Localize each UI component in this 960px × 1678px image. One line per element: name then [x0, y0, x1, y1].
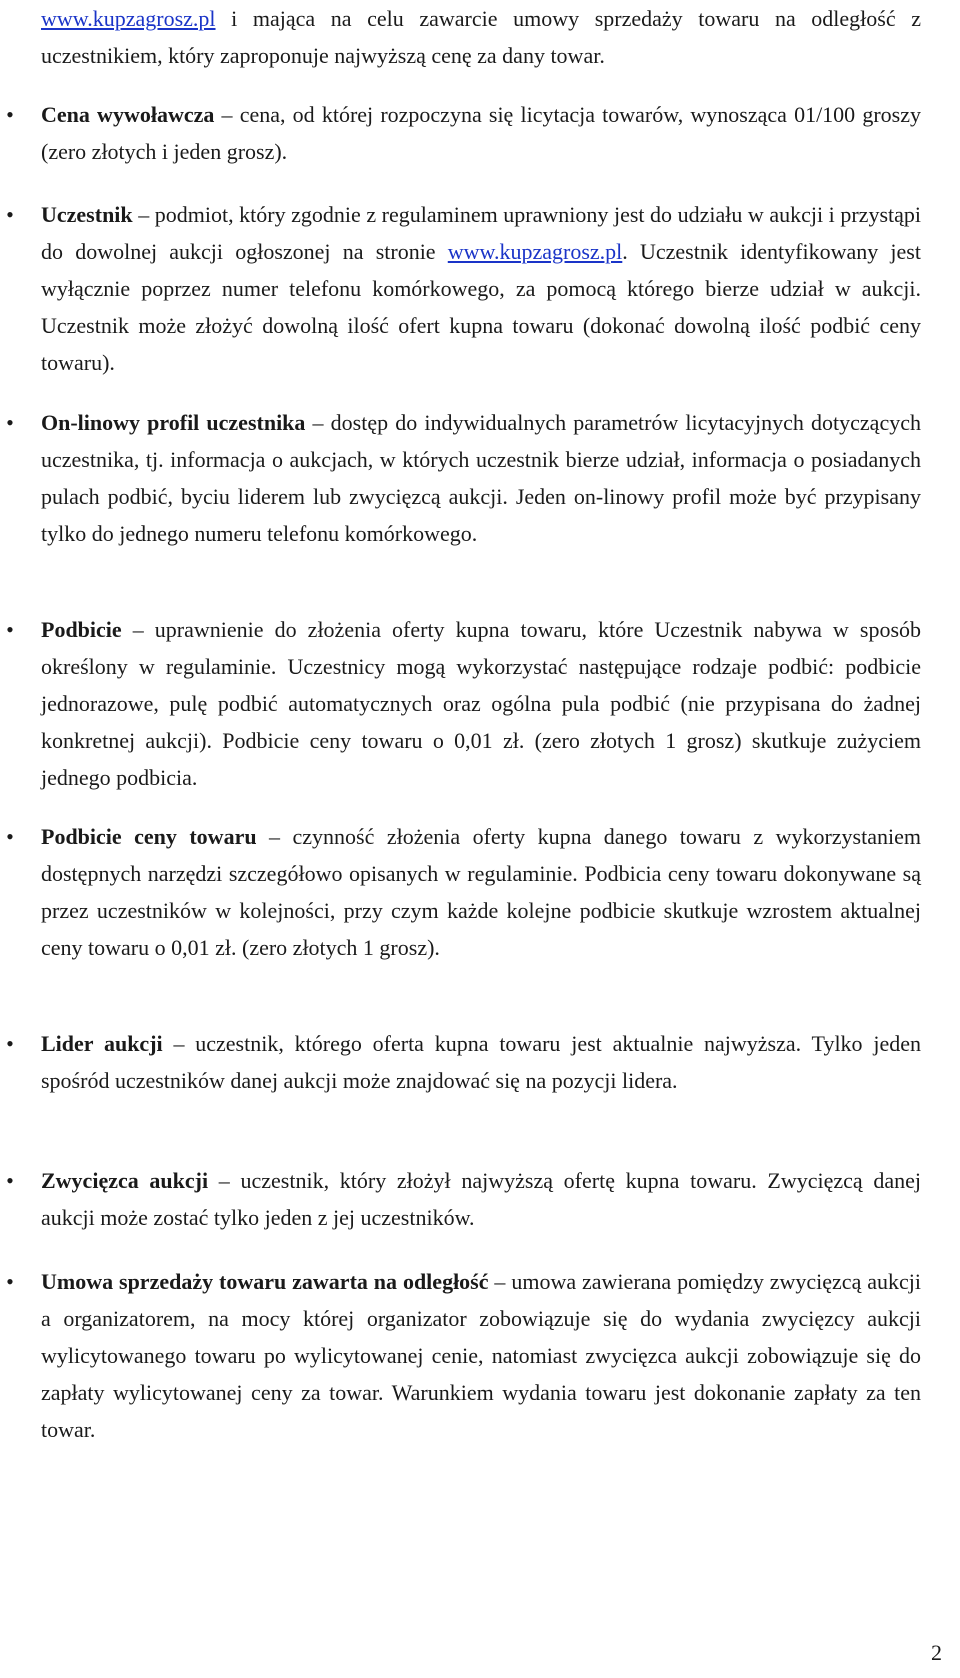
page-number: 2: [931, 1640, 942, 1665]
definition-term: Umowa sprzedaży towaru zawarta na odległość: [41, 1269, 489, 1294]
definition-text-continued: . Uczestnik identyfikowany jest wyłącznie poprzez numer telefonu komórkowego, za pomocą którego bierze udział w aukcji. Uczestnik może złożyć dowolną ilość ofert kupna towaru (dokonać dowolną ilość podbić ceny towaru).: [41, 239, 921, 375]
definition-term: Podbicie ceny towaru: [41, 824, 257, 849]
bullet-icon: •: [6, 1269, 14, 1294]
definition-cena-wywolawcza: [6, 96, 921, 170]
definition-zwyciezca-aukcji: [6, 1162, 922, 1236]
definition-term: Podbicie: [41, 617, 122, 642]
bullet-icon: •: [6, 202, 14, 227]
definition-lider-aukcji: [6, 1025, 921, 1099]
definition-term: Cena wywoławcza: [41, 102, 215, 127]
bullet-icon: •: [6, 617, 14, 642]
site-link[interactable]: www.kupzagrosz.pl: [447, 239, 623, 264]
bullet-icon: •: [6, 410, 14, 435]
definition-uczestnik: [6, 196, 921, 381]
definition-text: – umowa zawierana pomiędzy zwycięzcą aukcji a organizatorem, na mocy której organizator zobowiązuje się do wydania zwycięzcy aukcji wylicytowanego towaru po wylicytowanej cenie, natomiast zwycięzca aukcji zobowiązuje się do zapłaty wylicytowanej ceny za towar. Warunkiem wydania towaru jest dokonanie zapłaty za ten towar.: [41, 1269, 922, 1442]
definition-online-profile: [6, 404, 921, 552]
definition-term: Lider aukcji: [41, 1031, 163, 1056]
bullet-icon: •: [6, 102, 14, 127]
bullet-icon: •: [6, 1031, 14, 1056]
definition-term: On-linowy profil uczestnika: [41, 410, 306, 435]
definition-umowa-sprzedazy: [6, 1263, 922, 1448]
bullet-icon: •: [6, 824, 14, 849]
definition-text: – uczestnik, którego oferta kupna towaru jest aktualnie najwyższa. Tylko jeden spośród uczestników danej aukcji może znajdować się na pozycji lidera.: [41, 1031, 921, 1093]
site-link[interactable]: www.kupzagrosz.pl: [41, 6, 216, 31]
definition-text: – podmiot, który zgodnie z regulaminem uprawniony jest do udziału w aukcji i przystąpi do dowolnej aukcji ogłoszonej na stronie: [41, 202, 921, 264]
definition-text: – uprawnienie do złożenia oferty kupna towaru, które Uczestnik nabywa w sposób określony w regulaminie. Uczestnicy mogą wykorzystać następujące rodzaje podbić: podbicie jednorazowe, pulę podbić automatycznych oraz ogólna pula podbić (nie przypisana do żadnej konkretnej aukcji). Podbicie ceny towaru o 0,01 zł. (zero złotych 1 grosz) skutkuje zużyciem jednego podbicia.: [41, 617, 921, 790]
definition-podbicie-ceny-towaru: [6, 818, 921, 966]
definition-text: – uczestnik, który złożył najwyższą ofertę kupna towaru. Zwycięzcą danej aukcji może zostać tylko jeden z jej uczestników.: [41, 1168, 922, 1230]
definition-text: – cena, od której rozpoczyna się licytacja towarów, wynosząca 01/100 groszy (zero złotych i jeden grosz).: [41, 102, 921, 164]
intro-text: i mająca na celu zawarcie umowy sprzedaży towaru na odległość z uczestnikiem, który zaproponuje najwyższą cenę za dany towar.: [41, 6, 921, 68]
definition-term: Zwycięzca aukcji: [41, 1168, 209, 1193]
bullet-icon: •: [6, 1168, 14, 1193]
definition-podbicie: [6, 611, 921, 796]
definition-text: – czynność złożenia oferty kupna danego towaru z wykorzystaniem dostępnych narzędzi szczegółowo opisanych w regulaminie. Podbicia ceny towaru dokonywane są przez uczestników w kolejności, przy czym każde kolejne podbicie skutkuje wzrostem aktualnej ceny towaru o 0,01 zł. (zero złotych 1 grosz).: [41, 824, 921, 960]
definition-text: – dostęp do indywidualnych parametrów licytacyjnych dotyczących uczestnika, tj. informacja o aukcjach, w których uczestnik bierze udział, informacja o posiadanych pulach podbić, byciu liderem lub zwycięzcą aukcji. Jeden on-linowy profil może być przypisany tylko do jednego numeru telefonu komórkowego.: [41, 410, 921, 546]
definition-term: Uczestnik: [41, 202, 133, 227]
intro-paragraph: [41, 0, 921, 74]
